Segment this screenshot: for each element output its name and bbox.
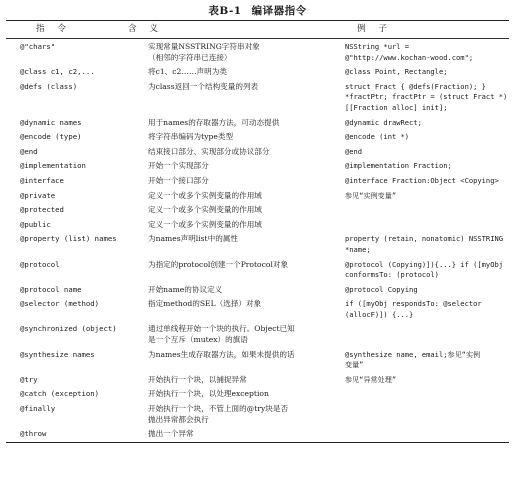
directive-cell: @interface [20, 175, 64, 185]
directive-cell: @public [20, 219, 51, 229]
table-row [6, 373, 509, 388]
meaning-line: 为指定的protocol创建一个Protocol对象 [148, 259, 289, 269]
example-cell [343, 116, 509, 131]
meaning-line: 开始一个实现部分 [148, 161, 209, 171]
table-row [6, 203, 509, 218]
table-row [6, 130, 509, 145]
table-row [6, 283, 509, 298]
header-directive: 指 令 [36, 24, 71, 35]
example-cell [343, 373, 509, 388]
example-line: struct Fract { @defs(Fraction); } [345, 81, 486, 91]
table-row [6, 427, 509, 442]
example-cell [343, 427, 509, 442]
example-cell [343, 283, 509, 298]
meaning-line: 开始一个接口部分 [148, 175, 209, 185]
meaning-cell [118, 145, 343, 160]
table-row [6, 65, 509, 80]
table-number: 表B-1 [208, 5, 242, 17]
meaning-line: 定义一个或多个实例变量的作用域 [148, 219, 262, 229]
meaning-line: 开始name的协议定义 [148, 284, 223, 294]
table-row [6, 116, 509, 131]
meaning-line: 将字符串编码为type类型 [148, 132, 234, 142]
example-line: @class Point, Rectangle; [345, 67, 448, 77]
table-row [6, 189, 509, 204]
example-cell [343, 65, 509, 80]
table-row [6, 39, 509, 65]
meaning-cell [118, 39, 343, 65]
meaning-line: （相邻的字符串已连接） [148, 52, 232, 62]
directive-cell: @protocol [20, 259, 60, 269]
example-line: (allocF)]) {...} [345, 309, 414, 319]
example-line: conformsTo: (protocol) [345, 270, 439, 280]
meaning-cell [118, 402, 343, 427]
table-row [6, 174, 509, 189]
meaning-line: 实现常量NSSTRING字符串对象 [148, 42, 260, 51]
example-line: @"http://www.kochan-wood.com"; [345, 52, 474, 62]
example-line: NSString *url = [345, 42, 410, 51]
example-cell [343, 39, 509, 65]
example-cell [343, 258, 509, 283]
directive-table [6, 21, 509, 442]
meaning-line: 将c1、c2……声明为类 [148, 67, 227, 77]
directive-cell: @selector (method) [20, 299, 100, 309]
meaning-line: 是一个互斥（mutex）的旗语 [148, 335, 248, 345]
directive-cell: @"chars" [20, 42, 56, 51]
meaning-cell [118, 116, 343, 131]
bottom-rule [6, 442, 509, 443]
table-row [6, 159, 509, 174]
directive-cell: @protected [20, 205, 64, 215]
example-line: @end [345, 146, 363, 156]
table-caption [6, 0, 509, 20]
example-cell [343, 159, 509, 174]
table-row [6, 218, 509, 233]
meaning-cell [118, 130, 343, 145]
example-cell [343, 203, 509, 218]
directive-cell: @private [20, 190, 56, 200]
example-line: @implementation Fraction; [345, 161, 452, 171]
meaning-line: 为names声明list中的属性 [148, 234, 238, 244]
example-line: if ([myObj respondsTo: @selector [345, 299, 482, 309]
example-cell [343, 348, 509, 373]
meaning-line: 抛出一个异常 [148, 429, 194, 439]
example-line: 参见“异常处理” [345, 374, 397, 384]
meaning-cell [118, 283, 343, 298]
meaning-cell [118, 80, 343, 116]
example-cell [343, 189, 509, 204]
example-cell [343, 297, 509, 322]
meaning-cell [118, 159, 343, 174]
meaning-line: 抛出异常都会执行 [148, 414, 209, 424]
meaning-line: 开始执行一个块，以捕捉异常 [148, 374, 247, 384]
directive-cell: @implementation [20, 161, 86, 171]
directive-cell: @catch (exception) [20, 389, 100, 399]
meaning-cell [118, 297, 343, 322]
example-line: *name; [345, 244, 371, 254]
directive-cell: @dynamic names [20, 117, 82, 127]
meaning-cell [118, 189, 343, 204]
example-cell [343, 80, 509, 116]
meaning-cell [118, 387, 343, 402]
directive-cell: @try [20, 374, 38, 384]
directive-cell: @synchronized (object) [20, 324, 117, 334]
directive-cell: @finally [20, 404, 56, 414]
meaning-cell [118, 203, 343, 218]
meaning-line: 结束接口部分、实现部分或协议部分 [148, 146, 270, 156]
example-cell [343, 174, 509, 189]
meaning-cell [118, 258, 343, 283]
example-line: @protocol Copying [345, 284, 418, 294]
example-line: @protocol (Copying)]){...} if ([myObj [345, 259, 504, 269]
example-line: 变量” [345, 360, 364, 370]
meaning-cell [118, 427, 343, 442]
meaning-cell [118, 174, 343, 189]
example-cell [343, 387, 509, 402]
example-cell [343, 402, 509, 427]
example-line: [[Fraction alloc] init]; [345, 102, 448, 112]
meaning-line: 通过单线程开始一个块的执行。Object已知 [148, 324, 295, 334]
table-row [6, 145, 509, 160]
example-cell [343, 145, 509, 160]
example-cell [343, 322, 509, 347]
meaning-line: 为class返回一个结构变量的列表 [148, 81, 259, 91]
directive-cell: @synthesize names [20, 349, 95, 359]
meaning-cell [118, 218, 343, 233]
meaning-cell [118, 65, 343, 80]
table-row [6, 348, 509, 373]
table-row [6, 387, 509, 402]
meaning-line: 为names生成存取器方法，如果未提供的话 [148, 349, 295, 359]
directive-cell: @class c1, c2,... [20, 67, 95, 77]
example-cell [343, 218, 509, 233]
example-line: @synthesize name, email;参见“实例 [345, 349, 481, 359]
directive-cell: @encode (type) [20, 132, 82, 142]
table-row [6, 402, 509, 427]
meaning-line: 开始执行一个块，不管上面的@try块是否 [148, 404, 289, 414]
example-line: @interface Fraction:Object <Copying> [345, 175, 499, 185]
example-cell [343, 232, 509, 257]
example-cell [343, 130, 509, 145]
directive-cell: @throw [20, 429, 47, 439]
meaning-line: 定义一个或多个实例变量的作用域 [148, 190, 262, 200]
table-row [6, 297, 509, 322]
header-meaning: 含 义 [128, 24, 163, 35]
meaning-line: 开始执行一个块，以处理exception [148, 389, 269, 399]
directive-cell: @defs (class) [20, 81, 78, 91]
meaning-line: 定义一个或多个实例变量的作用域 [148, 205, 262, 215]
table-body [6, 38, 509, 442]
meaning-cell [118, 373, 343, 388]
table-header [6, 21, 509, 38]
meaning-cell [118, 322, 343, 347]
example-line: property (retain, nonatomic) NSSTRING [345, 234, 504, 244]
meaning-cell [118, 232, 343, 257]
header-example: 例 子 [357, 24, 392, 35]
meaning-line: 用于names的存取器方法，可动态提供 [148, 117, 280, 127]
example-line: *fractPtr; fractPtr = (struct Fract *) [345, 92, 508, 102]
directive-cell: @property (list) names [20, 234, 117, 244]
example-line: @encode (int *) [345, 132, 410, 142]
directive-cell: @end [20, 146, 38, 156]
table-row [6, 232, 509, 257]
example-line: @dynamic drawRect; [345, 117, 422, 127]
directive-cell: @protocol name [20, 284, 82, 294]
meaning-line: 指定method的SEL（选择）对象 [148, 299, 262, 309]
table-title: 编译器指令 [251, 5, 307, 17]
table-row [6, 322, 509, 347]
table-row [6, 80, 509, 116]
table-row [6, 258, 509, 283]
example-line: 参见“实例变量” [345, 190, 397, 200]
meaning-cell [118, 348, 343, 373]
